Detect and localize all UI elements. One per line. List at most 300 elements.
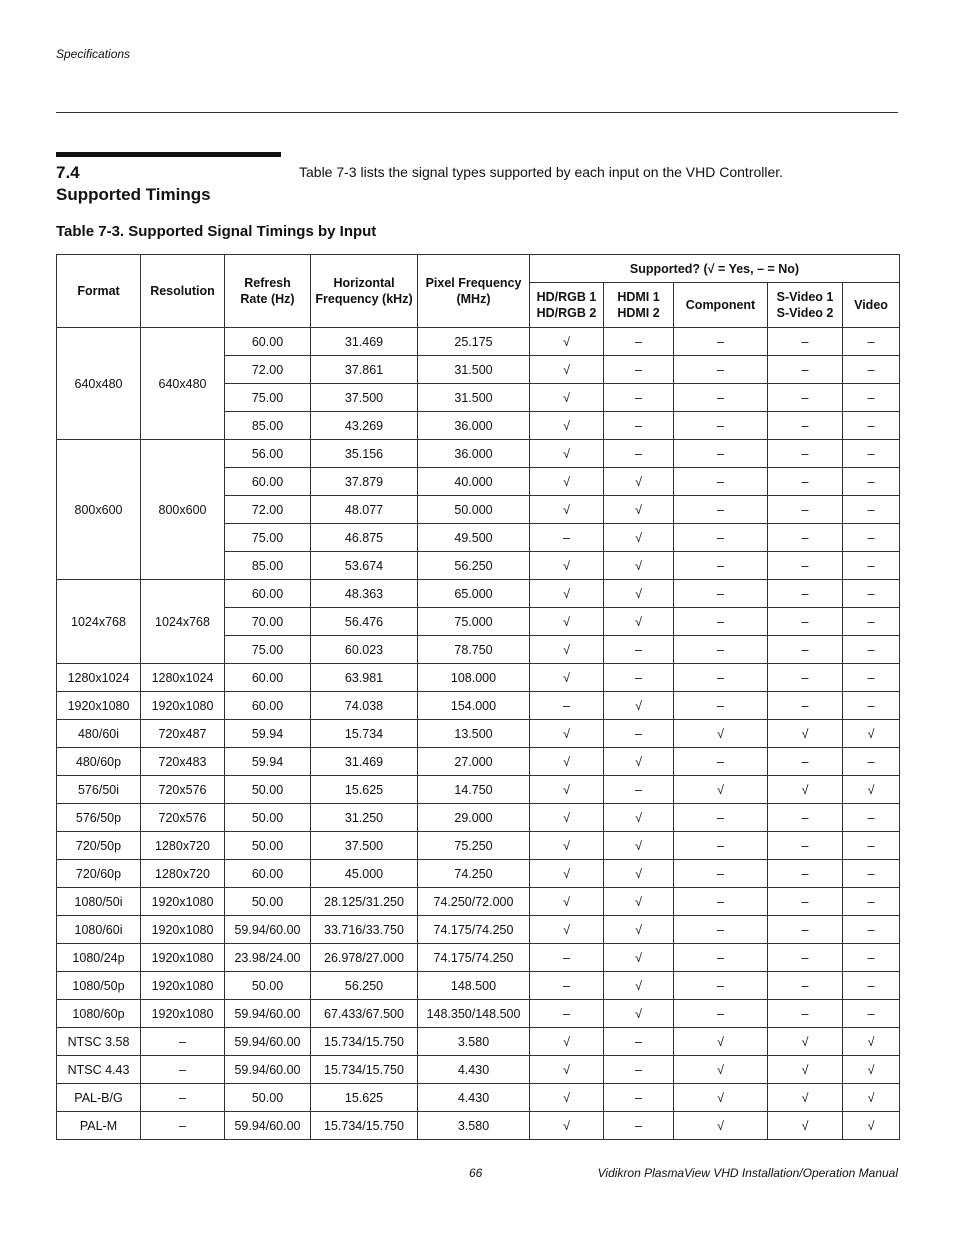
col-header-component: Component	[674, 283, 768, 328]
video-cell: –	[843, 356, 900, 384]
refresh-cell: 50.00	[225, 804, 311, 832]
hdrgb-cell: –	[530, 944, 604, 972]
component-cell: –	[674, 384, 768, 412]
svideo-cell: –	[768, 496, 843, 524]
svideo-cell: √	[768, 1056, 843, 1084]
horizontal-cell: 63.981	[311, 664, 418, 692]
refresh-cell: 60.00	[225, 580, 311, 608]
pixel-cell: 27.000	[418, 748, 530, 776]
col-header-svideo	[768, 283, 843, 328]
resolution-cell: –	[141, 1028, 225, 1056]
format-cell: 576/50p	[57, 804, 141, 832]
component-cell: –	[674, 944, 768, 972]
svideo-cell: √	[768, 1084, 843, 1112]
resolution-cell: 1280x720	[141, 860, 225, 888]
component-cell: –	[674, 468, 768, 496]
hdmi-cell: √	[604, 524, 674, 552]
video-cell: √	[843, 720, 900, 748]
hdmi-cell: –	[604, 636, 674, 664]
col-header-video: Video	[843, 283, 900, 328]
refresh-cell: 56.00	[225, 440, 311, 468]
video-cell: –	[843, 468, 900, 496]
hdrgb-cell: –	[530, 524, 604, 552]
col-header-horizontal-line1: Horizontal	[333, 276, 395, 290]
col-header-hdrgb	[530, 283, 604, 328]
svideo-cell: –	[768, 412, 843, 440]
footer-doc-title: Vidikron PlasmaView VHD Installation/Operation Manual	[597, 1166, 898, 1180]
table-body	[57, 328, 900, 1140]
refresh-cell: 60.00	[225, 692, 311, 720]
resolution-cell: 1920x1080	[141, 972, 225, 1000]
table-row	[57, 916, 900, 944]
table-row	[57, 972, 900, 1000]
table-row	[57, 804, 900, 832]
section-number: 7.4	[56, 163, 80, 182]
pixel-cell: 25.175	[418, 328, 530, 356]
hdrgb-cell: √	[530, 888, 604, 916]
hdrgb-cell: √	[530, 468, 604, 496]
refresh-cell: 72.00	[225, 356, 311, 384]
component-cell: √	[674, 1084, 768, 1112]
horizontal-cell: 45.000	[311, 860, 418, 888]
horizontal-cell: 56.476	[311, 608, 418, 636]
pixel-cell: 31.500	[418, 356, 530, 384]
component-cell: –	[674, 440, 768, 468]
refresh-cell: 50.00	[225, 972, 311, 1000]
pixel-cell: 4.430	[418, 1084, 530, 1112]
horizontal-cell: 15.734	[311, 720, 418, 748]
component-cell: –	[674, 832, 768, 860]
format-cell: 1280x1024	[57, 664, 141, 692]
format-cell: 1920x1080	[57, 692, 141, 720]
component-cell: –	[674, 412, 768, 440]
video-cell: –	[843, 944, 900, 972]
component-cell: –	[674, 580, 768, 608]
horizontal-cell: 60.023	[311, 636, 418, 664]
col-header-hdmi-line1: HDMI 1	[617, 290, 660, 304]
component-cell: √	[674, 1112, 768, 1140]
pixel-cell: 74.250	[418, 860, 530, 888]
component-cell: –	[674, 524, 768, 552]
refresh-cell: 59.94/60.00	[225, 1028, 311, 1056]
section-title: Supported Timings	[56, 185, 211, 204]
video-cell: –	[843, 552, 900, 580]
pixel-cell: 78.750	[418, 636, 530, 664]
svideo-cell: –	[768, 832, 843, 860]
component-cell: –	[674, 496, 768, 524]
hdmi-cell: √	[604, 804, 674, 832]
video-cell: –	[843, 888, 900, 916]
horizontal-cell: 37.500	[311, 384, 418, 412]
svideo-cell: –	[768, 692, 843, 720]
video-cell: –	[843, 608, 900, 636]
hdmi-cell: √	[604, 860, 674, 888]
pixel-cell: 40.000	[418, 468, 530, 496]
col-header-refresh-line1: Refresh	[244, 276, 291, 290]
hdrgb-cell: √	[530, 804, 604, 832]
format-cell: 1024x768	[57, 580, 141, 664]
video-cell: –	[843, 384, 900, 412]
table-row	[57, 440, 900, 468]
table-row	[57, 832, 900, 860]
hdmi-cell: √	[604, 944, 674, 972]
format-cell: 1080/50i	[57, 888, 141, 916]
hdmi-cell: –	[604, 328, 674, 356]
hdrgb-cell: √	[530, 664, 604, 692]
pixel-cell: 148.350/148.500	[418, 1000, 530, 1028]
horizontal-cell: 37.879	[311, 468, 418, 496]
hdrgb-cell: √	[530, 412, 604, 440]
format-cell: PAL-M	[57, 1112, 141, 1140]
hdmi-cell: √	[604, 972, 674, 1000]
header-divider	[56, 112, 898, 113]
format-cell: 720/50p	[57, 832, 141, 860]
hdrgb-cell: –	[530, 972, 604, 1000]
svideo-cell: √	[768, 1028, 843, 1056]
format-cell: 1080/24p	[57, 944, 141, 972]
hdmi-cell: –	[604, 1112, 674, 1140]
resolution-cell: 720x487	[141, 720, 225, 748]
video-cell: –	[843, 804, 900, 832]
refresh-cell: 72.00	[225, 496, 311, 524]
component-cell: –	[674, 692, 768, 720]
format-cell: 640x480	[57, 328, 141, 440]
pixel-cell: 13.500	[418, 720, 530, 748]
refresh-cell: 59.94/60.00	[225, 1112, 311, 1140]
refresh-cell: 59.94/60.00	[225, 1056, 311, 1084]
table-row	[57, 944, 900, 972]
refresh-cell: 60.00	[225, 328, 311, 356]
component-cell: –	[674, 356, 768, 384]
resolution-cell: 720x576	[141, 804, 225, 832]
hdmi-cell: –	[604, 1028, 674, 1056]
svideo-cell: –	[768, 748, 843, 776]
resolution-cell: –	[141, 1112, 225, 1140]
svideo-cell: √	[768, 776, 843, 804]
pixel-cell: 75.250	[418, 832, 530, 860]
hdmi-cell: –	[604, 776, 674, 804]
resolution-cell: 720x576	[141, 776, 225, 804]
svideo-cell: –	[768, 524, 843, 552]
horizontal-cell: 31.250	[311, 804, 418, 832]
component-cell: –	[674, 552, 768, 580]
pixel-cell: 29.000	[418, 804, 530, 832]
resolution-cell: 1920x1080	[141, 944, 225, 972]
hdrgb-cell: √	[530, 496, 604, 524]
hdmi-cell: –	[604, 720, 674, 748]
pixel-cell: 36.000	[418, 440, 530, 468]
format-cell: 800x600	[57, 440, 141, 580]
video-cell: √	[843, 776, 900, 804]
hdmi-cell: √	[604, 552, 674, 580]
component-cell: –	[674, 748, 768, 776]
horizontal-cell: 67.433/67.500	[311, 1000, 418, 1028]
pixel-cell: 65.000	[418, 580, 530, 608]
refresh-cell: 85.00	[225, 552, 311, 580]
refresh-cell: 60.00	[225, 468, 311, 496]
refresh-cell: 59.94	[225, 720, 311, 748]
hdrgb-cell: √	[530, 636, 604, 664]
video-cell: –	[843, 440, 900, 468]
component-cell: –	[674, 664, 768, 692]
pixel-cell: 108.000	[418, 664, 530, 692]
video-cell: –	[843, 636, 900, 664]
refresh-cell: 59.94	[225, 748, 311, 776]
horizontal-cell: 31.469	[311, 748, 418, 776]
svideo-cell: –	[768, 860, 843, 888]
pixel-cell: 56.250	[418, 552, 530, 580]
horizontal-cell: 15.734/15.750	[311, 1056, 418, 1084]
col-header-svideo-line1: S-Video 1	[776, 290, 834, 304]
hdrgb-cell: √	[530, 1084, 604, 1112]
component-cell: √	[674, 776, 768, 804]
video-cell: –	[843, 972, 900, 1000]
component-cell: –	[674, 860, 768, 888]
table-caption: Table 7-3. Supported Signal Timings by Input	[56, 223, 377, 240]
pixel-cell: 14.750	[418, 776, 530, 804]
hdrgb-cell: –	[530, 692, 604, 720]
resolution-cell: –	[141, 1084, 225, 1112]
format-cell: 576/50i	[57, 776, 141, 804]
resolution-cell: 640x480	[141, 328, 225, 440]
col-header-supported: Supported? (√ = Yes, – = No)	[530, 255, 900, 283]
format-cell: PAL-B/G	[57, 1084, 141, 1112]
resolution-cell: 800x600	[141, 440, 225, 580]
col-header-svideo-line2: S-Video 2	[776, 306, 834, 320]
format-cell: 480/60p	[57, 748, 141, 776]
video-cell: –	[843, 580, 900, 608]
hdrgb-cell: √	[530, 440, 604, 468]
page-number: 66	[469, 1166, 483, 1180]
horizontal-cell: 33.716/33.750	[311, 916, 418, 944]
video-cell: –	[843, 496, 900, 524]
video-cell: –	[843, 1000, 900, 1028]
svideo-cell: –	[768, 916, 843, 944]
refresh-cell: 70.00	[225, 608, 311, 636]
format-cell: 720/60p	[57, 860, 141, 888]
refresh-cell: 50.00	[225, 776, 311, 804]
table-row	[57, 888, 900, 916]
hdrgb-cell: √	[530, 916, 604, 944]
svideo-cell: –	[768, 664, 843, 692]
resolution-cell: 1920x1080	[141, 888, 225, 916]
col-header-format: Format	[57, 255, 141, 328]
resolution-cell: 720x483	[141, 748, 225, 776]
horizontal-cell: 37.861	[311, 356, 418, 384]
pixel-cell: 36.000	[418, 412, 530, 440]
hdrgb-cell: √	[530, 328, 604, 356]
refresh-cell: 50.00	[225, 832, 311, 860]
format-cell: NTSC 3.58	[57, 1028, 141, 1056]
table-row	[57, 776, 900, 804]
horizontal-cell: 48.077	[311, 496, 418, 524]
component-cell: –	[674, 804, 768, 832]
svideo-cell: –	[768, 1000, 843, 1028]
video-cell: –	[843, 328, 900, 356]
hdrgb-cell: √	[530, 1112, 604, 1140]
table-row	[57, 664, 900, 692]
horizontal-cell: 48.363	[311, 580, 418, 608]
pixel-cell: 74.250/72.000	[418, 888, 530, 916]
hdmi-cell: √	[604, 608, 674, 636]
svideo-cell: –	[768, 356, 843, 384]
format-cell: 480/60i	[57, 720, 141, 748]
hdrgb-cell: √	[530, 1056, 604, 1084]
pixel-cell: 148.500	[418, 972, 530, 1000]
hdrgb-cell: √	[530, 384, 604, 412]
hdrgb-cell: √	[530, 776, 604, 804]
svideo-cell: –	[768, 636, 843, 664]
horizontal-cell: 26.978/27.000	[311, 944, 418, 972]
video-cell: –	[843, 664, 900, 692]
pixel-cell: 50.000	[418, 496, 530, 524]
hdmi-cell: √	[604, 692, 674, 720]
table-row	[57, 1028, 900, 1056]
svideo-cell: –	[768, 552, 843, 580]
component-cell: –	[674, 916, 768, 944]
horizontal-cell: 31.469	[311, 328, 418, 356]
hdrgb-cell: √	[530, 832, 604, 860]
timings-table	[56, 254, 900, 1140]
section-rule	[56, 152, 281, 157]
horizontal-cell: 53.674	[311, 552, 418, 580]
horizontal-cell: 15.734/15.750	[311, 1028, 418, 1056]
horizontal-cell: 15.734/15.750	[311, 1112, 418, 1140]
hdmi-cell: √	[604, 496, 674, 524]
refresh-cell: 59.94/60.00	[225, 916, 311, 944]
svideo-cell: –	[768, 972, 843, 1000]
refresh-cell: 85.00	[225, 412, 311, 440]
hdmi-cell: √	[604, 748, 674, 776]
horizontal-cell: 28.125/31.250	[311, 888, 418, 916]
svideo-cell: –	[768, 468, 843, 496]
col-header-horizontal-line2: Frequency (kHz)	[315, 292, 413, 306]
hdmi-cell: √	[604, 888, 674, 916]
col-header-horizontal	[311, 255, 418, 328]
pixel-cell: 4.430	[418, 1056, 530, 1084]
table-row	[57, 1112, 900, 1140]
horizontal-cell: 35.156	[311, 440, 418, 468]
video-cell: –	[843, 860, 900, 888]
table-row	[57, 328, 900, 356]
col-header-pixel	[418, 255, 530, 328]
svideo-cell: –	[768, 328, 843, 356]
format-cell: 1080/60i	[57, 916, 141, 944]
pixel-cell: 3.580	[418, 1112, 530, 1140]
hdmi-cell: –	[604, 1084, 674, 1112]
hdmi-cell: √	[604, 916, 674, 944]
hdmi-cell: √	[604, 832, 674, 860]
component-cell: –	[674, 888, 768, 916]
refresh-cell: 75.00	[225, 384, 311, 412]
svideo-cell: –	[768, 384, 843, 412]
resolution-cell: 1920x1080	[141, 916, 225, 944]
col-header-pixel-line2: (MHz)	[456, 292, 491, 306]
horizontal-cell: 15.625	[311, 776, 418, 804]
video-cell: –	[843, 412, 900, 440]
col-header-hdmi-line2: HDMI 2	[617, 306, 660, 320]
refresh-cell: 60.00	[225, 664, 311, 692]
table-row	[57, 1084, 900, 1112]
pixel-cell: 3.580	[418, 1028, 530, 1056]
component-cell: √	[674, 720, 768, 748]
svideo-cell: –	[768, 608, 843, 636]
component-cell: √	[674, 1028, 768, 1056]
col-header-refresh-line2: Rate (Hz)	[240, 292, 295, 306]
svideo-cell: √	[768, 1112, 843, 1140]
hdmi-cell: –	[604, 1056, 674, 1084]
hdrgb-cell: √	[530, 608, 604, 636]
video-cell: –	[843, 916, 900, 944]
hdmi-cell: √	[604, 468, 674, 496]
svideo-cell: √	[768, 720, 843, 748]
hdrgb-cell: –	[530, 1000, 604, 1028]
component-cell: √	[674, 1056, 768, 1084]
table-header	[57, 255, 900, 328]
hdmi-cell: –	[604, 356, 674, 384]
col-header-refresh	[225, 255, 311, 328]
video-cell: –	[843, 692, 900, 720]
hdrgb-cell: √	[530, 1028, 604, 1056]
col-header-hdrgb-line1: HD/RGB 1	[536, 290, 597, 304]
component-cell: –	[674, 1000, 768, 1028]
svideo-cell: –	[768, 888, 843, 916]
video-cell: –	[843, 524, 900, 552]
table-row	[57, 748, 900, 776]
svideo-cell: –	[768, 580, 843, 608]
col-header-pixel-line1: Pixel Frequency	[425, 276, 522, 290]
hdmi-cell: –	[604, 384, 674, 412]
pixel-cell: 154.000	[418, 692, 530, 720]
hdmi-cell: –	[604, 412, 674, 440]
refresh-cell: 23.98/24.00	[225, 944, 311, 972]
table-row	[57, 860, 900, 888]
refresh-cell: 59.94/60.00	[225, 1000, 311, 1028]
video-cell: √	[843, 1028, 900, 1056]
video-cell: √	[843, 1084, 900, 1112]
hdrgb-cell: √	[530, 860, 604, 888]
horizontal-cell: 56.250	[311, 972, 418, 1000]
resolution-cell: 1280x1024	[141, 664, 225, 692]
horizontal-cell: 74.038	[311, 692, 418, 720]
running-header: Specifications	[56, 47, 131, 61]
section-intro: Table 7-3 lists the signal types supported by each input on the VHD Controller.	[299, 164, 784, 180]
table-row	[57, 720, 900, 748]
resolution-cell: 1280x720	[141, 832, 225, 860]
pixel-cell: 75.000	[418, 608, 530, 636]
pixel-cell: 74.175/74.250	[418, 944, 530, 972]
pixel-cell: 74.175/74.250	[418, 916, 530, 944]
refresh-cell: 50.00	[225, 1084, 311, 1112]
col-header-hdrgb-line2: HD/RGB 2	[536, 306, 597, 320]
format-cell: NTSC 4.43	[57, 1056, 141, 1084]
hdmi-cell: –	[604, 440, 674, 468]
table-row	[57, 580, 900, 608]
col-header-hdmi	[604, 283, 674, 328]
horizontal-cell: 46.875	[311, 524, 418, 552]
horizontal-cell: 37.500	[311, 832, 418, 860]
hdrgb-cell: √	[530, 356, 604, 384]
hdmi-cell: √	[604, 1000, 674, 1028]
hdrgb-cell: √	[530, 748, 604, 776]
video-cell: –	[843, 832, 900, 860]
svideo-cell: –	[768, 944, 843, 972]
component-cell: –	[674, 328, 768, 356]
pixel-cell: 49.500	[418, 524, 530, 552]
resolution-cell: 1920x1080	[141, 692, 225, 720]
format-cell: 1080/50p	[57, 972, 141, 1000]
resolution-cell: 1024x768	[141, 580, 225, 664]
